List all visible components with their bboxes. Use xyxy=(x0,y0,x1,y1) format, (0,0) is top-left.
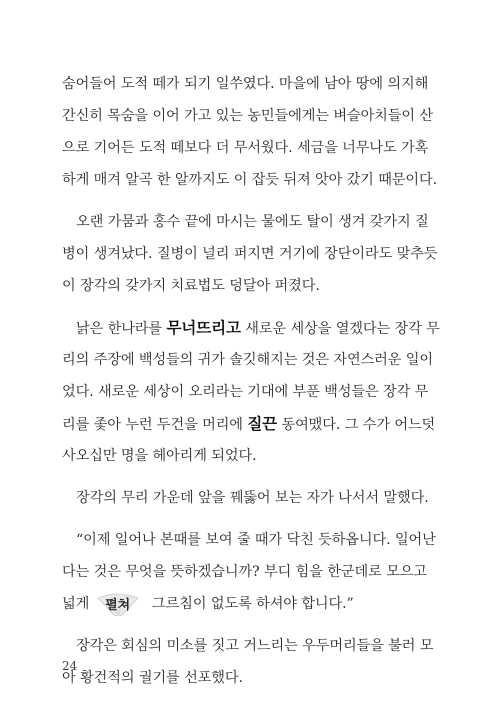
paragraph-2-line-2: 병이 생겨났다. 질병이 널리 퍼지면 거기에 장단이라도 맞추듯 xyxy=(62,246,438,262)
page-number: 24 xyxy=(62,659,78,673)
paragraph-2-line-3: 이 장각의 갖가지 치료법도 덩달아 퍼졌다. xyxy=(62,278,320,294)
paragraph-1-line-3: 으로 기어든 도적 떼보다 더 무서웠다. 세금을 너무나도 가혹 xyxy=(62,140,429,156)
paragraph-3-line-5: 사오십만 명을 헤아리게 되었다. xyxy=(62,448,257,464)
paragraph-5-line-1: “이제 일어나 본때를 보여 줄 때가 닥친 듯하옵니다. 일어난 xyxy=(76,532,436,548)
paragraph-3-line-1-before: 낡은 한나라를 xyxy=(76,321,167,337)
paragraph-4-line-1: 장각의 무리 가운데 앞을 꿰뚫어 보는 자가 나서서 말했다. xyxy=(76,490,429,506)
paragraph-2-line-1: 오랜 가뭄과 홍수 끝에 마시는 물에도 탈이 생겨 갖가지 질 xyxy=(76,214,429,230)
body-text xyxy=(62,68,442,694)
paragraph-3-line-2: 리의 주장에 백성들의 귀가 솔깃해지는 것은 자연스러운 일이 xyxy=(62,352,433,368)
folding-fan-icon xyxy=(96,592,140,616)
paragraph-5-line-3 xyxy=(62,588,442,620)
paragraph-3-line-4 xyxy=(62,408,442,440)
paragraph-1-line-1: 숨어들어 도적 떼가 되기 일쑤였다. 마을에 남아 땅에 의지해 xyxy=(62,76,429,92)
paragraph-5-line-3-after: 그르침이 없도록 하셔야 합니다.” xyxy=(147,596,354,612)
paragraph-3-line-4-after: 동여맸다. 그 수가 어느덧 xyxy=(277,417,436,433)
emphasized-word-tightly: 질끈 xyxy=(247,415,278,433)
paragraph-1-line-2: 간신히 목숨을 이어 가고 있는 농민들에게는 벼슬아치들이 산 xyxy=(62,108,433,124)
paragraph-3-line-4-before: 리를 좇아 누런 두건을 머리에 xyxy=(62,417,248,433)
paragraph-6-line-1: 장각은 회심의 미소를 짓고 거느리는 우두머리들을 불러 모 xyxy=(76,638,434,654)
paragraph-6-line-2: 아 황건적의 궐기를 선포했다. xyxy=(62,670,243,686)
paragraph-3-line-1-after: 새로운 세상을 열겠다는 장각 무 xyxy=(240,321,440,337)
paragraph-5-line-3-before: 넓게 xyxy=(62,596,94,612)
fan-word-spread: 펼쳐 xyxy=(105,598,131,613)
paragraph-3-line-3: 었다. 새로운 세상이 오리라는 기대에 부푼 백성들은 장각 무 xyxy=(62,384,429,400)
paragraph-3-line-1 xyxy=(62,312,442,344)
paragraph-5-line-2: 다는 것은 무엇을 뜻하겠습니까? 부디 힘을 한군데로 모으고 xyxy=(62,564,427,580)
emphasized-word-collapse: 무너뜨리고 xyxy=(166,319,241,337)
paragraph-1-line-4: 하게 매겨 알곡 한 알까지도 이 잡듯 뒤져 앗아 갔기 때문이다. xyxy=(62,172,438,188)
